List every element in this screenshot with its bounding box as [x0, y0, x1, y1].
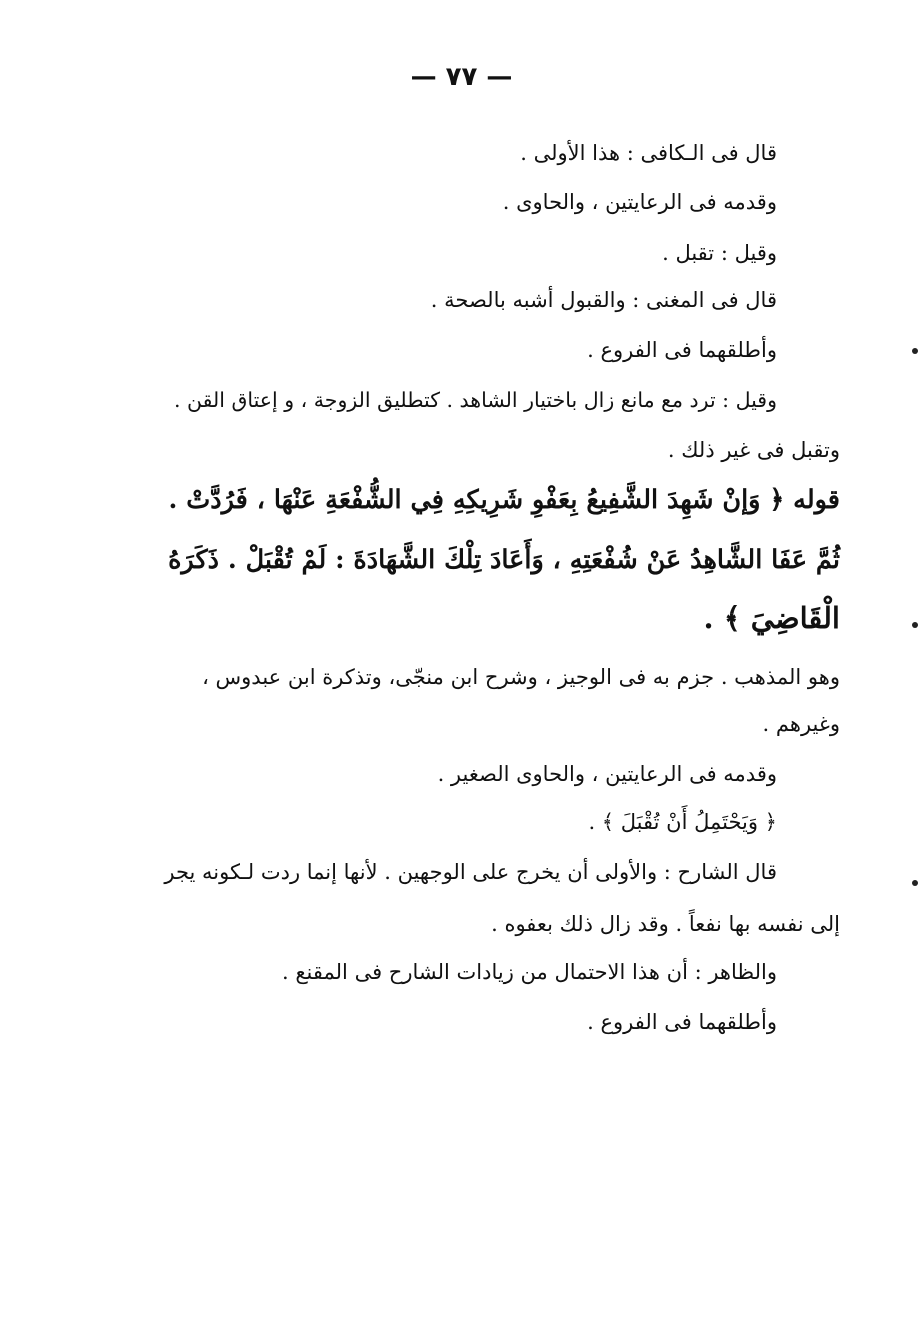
quoted-text-line: الْقَاضِيَ ﴾ .: [703, 601, 840, 635]
quoted-text-line: قوله ﴿ وَإنْ شَهِدَ الشَّفِيعُ بِعَفْوِ شَرِيكِهِ فِي الشُّفْعَةِ عَنْهَا ، فَرُدَّتْ .: [168, 485, 840, 515]
text-line: وأطلقهما فى الفروع .: [587, 1010, 777, 1034]
page-number: — ٧٧ —: [410, 62, 513, 92]
quoted-text-line: ثُمَّ عَفَا الشَّاهِدُ عَنْ شُفْعَتِهِ ، وَأَعَادَ تِلْكَ الشَّهَادَةَ : لَمْ تُقْبَلْ . ذَكَرَهُ: [168, 545, 840, 575]
text-line: وتقبل فى غير ذلك .: [667, 438, 840, 462]
text-line: وقدمه فى الرعايتين ، والحاوى الصغير .: [437, 762, 777, 786]
text-line: إلى نفسه بها نفعاً . وقد زال ذلك بعفوه .: [491, 912, 840, 936]
text-line: وغيرهم .: [762, 712, 840, 736]
margin-mark: [912, 348, 918, 354]
text-line: وقيل : تقبل .: [662, 241, 777, 265]
text-line: وقدمه فى الرعايتين ، والحاوى .: [502, 190, 777, 214]
text-line: وهو المذهب . جزم به فى الوجيز ، وشرح ابن منجّى، وتذكرة ابن عبدوس ،: [202, 665, 840, 689]
text-line: ﴿ وَيَحْتَمِلُ أَنْ تُقْبَلَ ﴾ .: [588, 810, 777, 834]
text-line: قال فى الـكافى : هذا الأولى .: [520, 141, 777, 165]
margin-mark: [912, 880, 918, 886]
text-line: وقيل : ترد مع مانع زال باختيار الشاهد . كتطليق الزوجة ، و إعتاق القن .: [174, 388, 777, 412]
text-line: قال الشارح : والأولى أن يخرج على الوجهين . لأنها إنما ردت لـكونه يجر: [164, 860, 777, 884]
margin-mark: [912, 622, 918, 628]
text-line: والظاهر : أن هذا الاحتمال من زيادات الشارح فى المقنع .: [282, 960, 777, 984]
text-line: قال فى المغنى : والقبول أشبه بالصحة .: [430, 288, 777, 312]
text-line: وأطلقهما فى الفروع .: [587, 338, 777, 362]
